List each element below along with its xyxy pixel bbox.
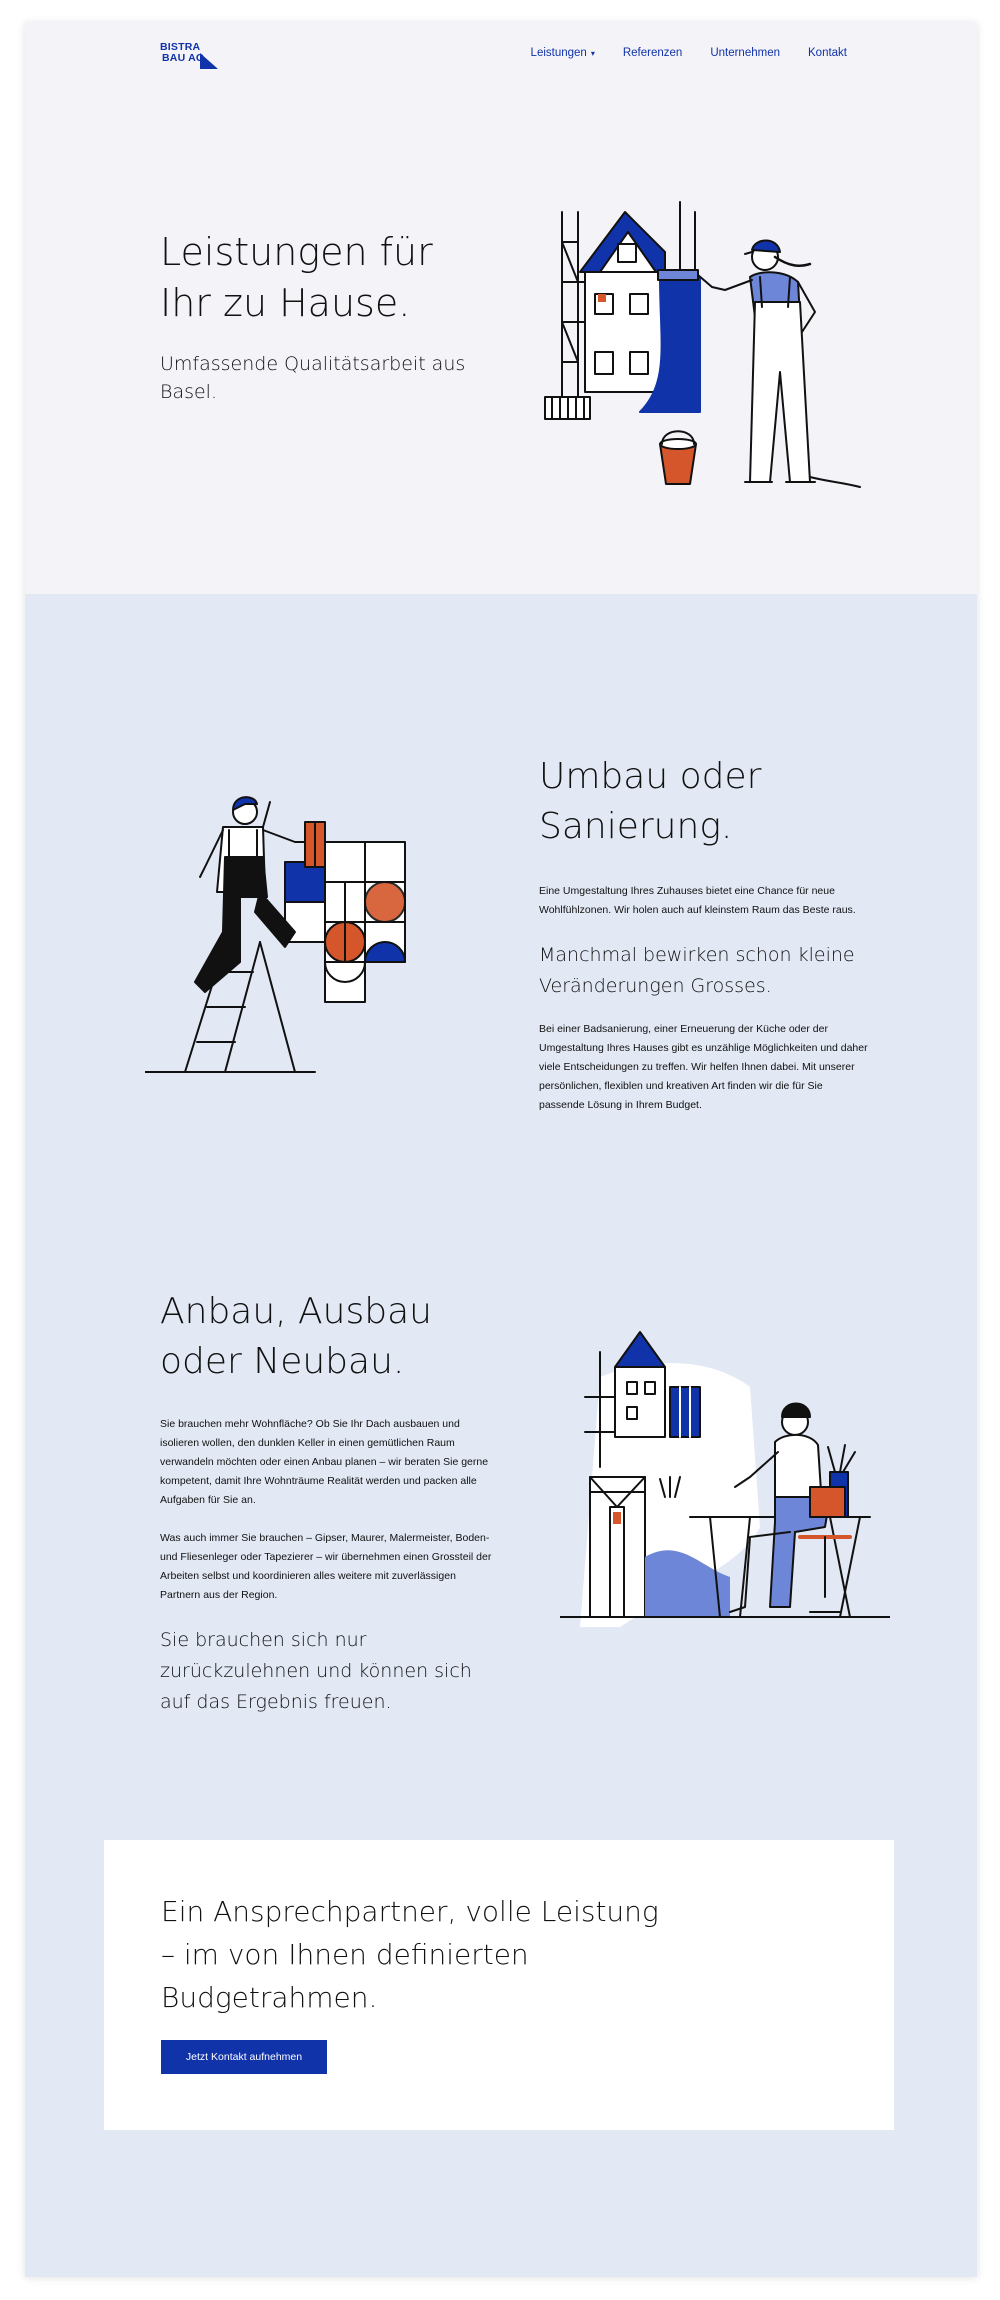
hero-subtitle: Umfassende Qualitätsarbeit aus Basel.: [160, 353, 466, 403]
anbau-subheading: Sie brauchen sich nur zurückzulehnen und können sich auf das Ergebnis freuen.: [160, 1629, 472, 1713]
umbau-intro: Eine Umgestaltung Ihres Zuhauses bietet eine Chance für neue Wohlfühlzonen. Wir holen auch auf kleinstem Raum das Beste raus.: [539, 885, 856, 916]
painter-house-illustration: [540, 182, 880, 492]
nav-item-referenzen[interactable]: [623, 47, 682, 59]
logo-text: [160, 42, 204, 64]
hero-section: [25, 22, 977, 594]
main-nav: [531, 47, 847, 59]
anbau-paragraph-1: Sie brauchen mehr Wohnfläche? Ob Sie Ihr Dach ausbauen und isolieren wollen, den dunklen Keller in einen gemütlichen Raum verwandeln möchten oder einen Anbau planen – wir beraten Sie gerne kompetent, damit Ihre Wohnträume Realität werden und packen alle Aufgaben für Sie an.: [160, 1418, 489, 1506]
anbau-paragraph-2: Was auch immer Sie brauchen – Gipser, Maurer, Malermeister, Boden- und Fliesenleger oder Tapezierer – wir übernehmen einen Grossteil der Arbeiten selbst und koordinieren alles weitere mit zuverlässigen Partnern aus der Region.: [160, 1532, 492, 1601]
umbau-subheading: Manchmal bewirken schon kleine Veränderungen Grosses.: [539, 944, 855, 997]
contact-button[interactable]: Jetzt Kontakt aufnehmen: [161, 2040, 327, 2074]
nav-item-leistungen[interactable]: [531, 47, 595, 59]
anbau-title: Anbau, Ausbau oder Neubau.: [160, 1291, 432, 1382]
nav-item-kontakt[interactable]: [808, 47, 847, 59]
logo[interactable]: [160, 42, 220, 72]
umbau-title: Umbau oder Sanierung.: [539, 756, 762, 847]
umbau-text-block: [539, 752, 869, 1115]
cta-title: Ein Ansprechpartner, volle Leistung – im von Ihnen definierten Budgetrahmen.: [161, 1895, 659, 2014]
nav-item-label: Leistungen: [530, 47, 587, 59]
umbau-body: Bei einer Badsanierung, einer Erneuerung der Küche oder der Umgestaltung Ihres Hauses gibt es unzählige Möglichkeiten und daher viele Entscheidungen zu treffen. Wir helfen Ihnen dabei. Mit unserer persönlichen, flexiblen und kreativen Art finden wir die für Sie passende Lösung in Ihrem Budget.: [539, 1023, 868, 1111]
cta-card: [104, 1840, 894, 2130]
tiler-ladder-illustration: [145, 782, 445, 1082]
logo-line2: BAU AG: [162, 52, 205, 64]
nav-item-label: Kontakt: [808, 47, 847, 59]
anbau-text-block: [160, 1287, 500, 1718]
nav-item-unternehmen[interactable]: [710, 47, 780, 59]
nav-item-label: Referenzen: [622, 47, 683, 59]
chevron-down-icon: ▾: [590, 48, 595, 58]
hero-title: Leistungen für Ihr zu Hause.: [160, 230, 433, 325]
page-frame: [25, 22, 977, 2277]
planner-desk-illustration: [560, 1327, 890, 1667]
logo-line1: BISTRA: [160, 41, 201, 53]
nav-item-label: Unternehmen: [710, 47, 780, 59]
